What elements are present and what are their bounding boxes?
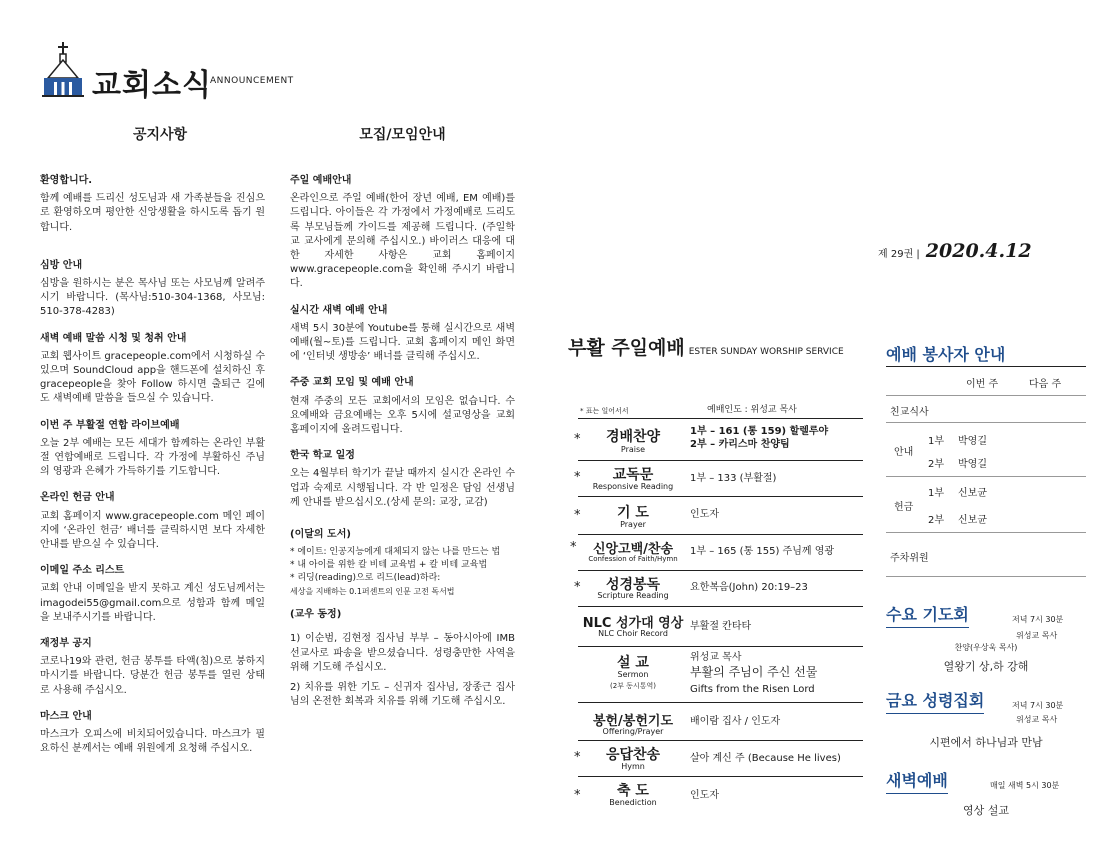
- notice-body: 마스크가 오피스에 비치되어있습니다. 마스크가 필요하신 분께서는 예배 위원에게 요청해 주십시오.: [40, 729, 265, 755]
- service-item-ko: 신앙고백/찬송: [592, 542, 674, 557]
- service-part: 1부: [928, 488, 945, 499]
- service-part: 1부: [928, 436, 945, 447]
- row-divider: [578, 646, 863, 647]
- row-divider: [578, 418, 863, 419]
- service-item-desc: 인도자: [690, 790, 719, 801]
- service-title-en: ESTER SUNDAY WORSHIP SERVICE: [688, 347, 844, 357]
- service-item-ko: 설 교: [617, 655, 649, 671]
- service-item-desc: 1부 – 133 (부활절): [690, 473, 777, 484]
- service-part: 2부: [928, 515, 945, 526]
- service-title: [568, 333, 844, 360]
- event-title: 실시간 새벽 예배 안내: [290, 304, 388, 316]
- church-icon: [40, 40, 86, 100]
- wed-topic: 열왕기 상,하 강해: [943, 660, 1029, 673]
- notice-title: 온라인 헌금 안내: [40, 492, 115, 504]
- service-item-desc: 살아 계신 주 (Because He lives): [690, 753, 841, 764]
- dawn-title: 새벽예배: [886, 768, 948, 794]
- service-item-desc: 배이람 집사 / 인도자: [690, 716, 781, 727]
- events-column: [290, 174, 515, 709]
- row-divider: [578, 570, 863, 571]
- dawn-time: 매일 새벽 5시 30분: [990, 781, 1060, 790]
- stand-mark: *: [574, 432, 581, 447]
- service-row: [568, 646, 863, 702]
- notice-body: 교회 웹사이트 gracepeople.com에서 시청하실 수 있으며 SoundCloud app을 핸드폰에 설치하신 후 gracepeople을 찾아 Follow 하시면 출퇴근 길에도 새벽예배 말씀을 들으실 수 있습니다.: [40, 350, 265, 405]
- news-title: (교우 동정): [290, 609, 342, 621]
- row-divider: [578, 606, 863, 607]
- volunteers-header-row: [886, 366, 1086, 396]
- event-body: 오는 4월부터 학기가 끝날 때까지 실시간 온라인 수업과 숙제로 시행됩니다. 각 반 일정은 담임 선생님께 안내를 받으십시오.(상세 문의: 교장, 교감): [290, 468, 515, 508]
- stand-mark: *: [574, 508, 581, 523]
- volunteer-row: [886, 394, 1086, 423]
- row-divider: [578, 534, 863, 535]
- event-title: 주중 교회 모임 및 예배 안내: [290, 377, 414, 389]
- service-item-desc: 요한복음(John) 20:19–23: [690, 582, 808, 593]
- service-part: 2부: [928, 459, 945, 470]
- notice-title: 새벽 예배 말씀 시청 및 청취 안내: [40, 332, 187, 344]
- row-divider: [578, 776, 863, 777]
- event-body: 현재 주중의 모든 교회에서의 모임은 없습니다. 수요예배와 금요예배는 오후 5시에 설교영상을 교회 홈페이지에 올려드립니다.: [290, 395, 515, 436]
- service-item-en: Offering/Prayer: [602, 727, 664, 736]
- fri-time: 저녁 7시 30분: [1012, 701, 1064, 710]
- fri-speaker: 위성교 목사: [1016, 715, 1058, 724]
- service-item-en: Scripture Reading: [597, 591, 669, 600]
- stand-mark: *: [574, 788, 581, 803]
- service-item-ko: 성경봉독: [605, 577, 661, 593]
- volunteer-row: [886, 476, 1086, 533]
- notice-title: 심방 안내: [40, 259, 83, 271]
- volunteer-name: 박영길: [958, 436, 987, 447]
- volunteers-table: [886, 366, 1086, 576]
- page-title: 교회소식: [92, 68, 212, 103]
- service-item-en: Hymn: [621, 762, 645, 771]
- service-item-en: NLC Choir Record: [598, 629, 668, 638]
- notices-column: [40, 174, 265, 757]
- volunteer-name: 신보균: [958, 488, 987, 499]
- role-label: 헌금: [894, 502, 914, 513]
- col-next-week: 다음 주: [1029, 379, 1062, 390]
- page-header: [40, 40, 360, 103]
- news-item: 2) 치유를 위한 기도 – 신귀자 집사님, 장종근 집사님의 온전한 회복과 치유를 위해 기도해 주십시오.: [290, 682, 515, 708]
- service-item-note: (2부 동시통역): [610, 682, 656, 690]
- service-title-ko: 부활 주일예배: [568, 337, 685, 359]
- wed-speaker: 위성교 목사: [1016, 631, 1058, 640]
- news-item: 1) 이순범, 김현정 집사님 부부 – 동아시아에 IMB 선교사로 파송을 받으셨습니다. 성령충만한 사역을 위해 기도해 주십시오.: [290, 633, 515, 673]
- stand-mark: *: [570, 540, 577, 555]
- notice-body: 심방을 원하시는 분은 목사님 또는 사모님께 알려주시기 바랍니다. (목사님:510-304-1368, 사모님: 510-378-4283): [40, 278, 265, 318]
- stand-note: * 표는 일어서서: [580, 407, 629, 415]
- book-item: * 에이트: 인공지능에게 대체되지 않는 나를 만드는 법: [290, 547, 501, 558]
- books-title: (이달의 도서): [290, 529, 351, 541]
- col-this-week: 이번 주: [966, 379, 999, 390]
- event-body: 온라인으로 주일 예배(한어 장년 예배, EM 예배)를 드립니다. 아이들은 각 가정에서 가정예배로 드리도록 부모님들께 가이드를 제공해 드립니다. (주일학교 교사에게 문의해 주십시오.) 바이러스 대응에 대한 자세한 사항은 교회 홈페이지 www.gracepeople.com을 확인해 주시기 바랍니다.: [290, 193, 515, 290]
- fri-section: [886, 688, 1086, 749]
- service-item-desc: 1부 – 161 (통 159) 할렐루야: [690, 426, 829, 437]
- service-row: [568, 534, 863, 570]
- service-item-desc: 위성교 목사: [690, 652, 742, 663]
- notices-heading: 공지사항: [132, 127, 188, 143]
- page-subtitle: ANNOUNCEMENT: [210, 76, 294, 86]
- role-label: 친교식사: [890, 407, 929, 418]
- notice-title: 재정부 공지: [40, 638, 92, 650]
- service-item-ko: 경배찬양: [605, 429, 661, 445]
- events-heading: 모집/모임안내: [359, 127, 446, 143]
- service-row: [568, 570, 863, 606]
- service-row: [568, 776, 863, 812]
- service-row: [568, 702, 863, 740]
- notice-body: 교회 안내 이메일을 받지 못하고 계신 성도님께서는 imagodei55@gmail.com으로 성함과 함께 메일을 보내주시기를 바랍니다.: [40, 583, 265, 623]
- stand-mark: *: [574, 580, 581, 595]
- wed-time: 저녁 7시 30분: [1012, 615, 1064, 624]
- service-row: [568, 606, 863, 646]
- wed-section: [886, 602, 1086, 673]
- dawn-topic: 영상 설교: [962, 804, 1009, 817]
- book-item: * 내 아이를 위한 칼 비테 교육법 + 칼 비테 교육법: [290, 560, 488, 571]
- service-item-ko: 축 도: [617, 783, 649, 799]
- row-divider: [578, 460, 863, 461]
- notice-body: 함께 예배를 드리신 성도님과 새 가족분들을 진심으로 환영하오며 평안한 신앙생활을 하시도록 돕기 원합니다.: [40, 193, 265, 233]
- event-title: 주일 예배안내: [290, 175, 352, 186]
- service-item-en: Confession of Faith/Hymn: [588, 555, 678, 563]
- service-item-desc: 부활절 칸타타: [690, 621, 752, 632]
- notice-title: 환영합니다.: [40, 175, 93, 186]
- service-item-desc: Gifts from the Risen Lord: [690, 684, 815, 695]
- notice-body: 교회 홈페이지 www.gracepeople.com 메인 페이지에 ‘온라인 헌금’ 배너를 클릭하시면 보다 자세한 안내를 받으실 수 있습니다.: [40, 510, 265, 551]
- notice-body: 오늘 2부 예배는 모든 세대가 함께하는 온라인 부활절 연합예배로 드립니다. 각 가정에 부활하신 주님의 영광과 은혜가 가득하기를 기도합니다.: [40, 437, 265, 478]
- service-item-ko: NLC 성가대 영상: [582, 616, 684, 631]
- service-item-ko: 응답찬송: [605, 747, 661, 763]
- stand-mark: *: [574, 470, 581, 485]
- fri-title: 금요 성령집회: [886, 688, 984, 714]
- service-row: [568, 418, 863, 460]
- service-item-ko: 기 도: [617, 505, 649, 521]
- service-row: [568, 460, 863, 496]
- stand-mark: *: [574, 750, 581, 765]
- service-row: [568, 496, 863, 534]
- row-divider: [578, 496, 863, 497]
- service-row: [568, 740, 863, 776]
- wed-hymn: 찬양(우상욱 목사): [954, 643, 1018, 652]
- service-item-desc: 부활의 주님이 주신 선물: [690, 665, 818, 679]
- service-item-desc: 2부 – 카리스마 찬양팀: [690, 439, 790, 450]
- service-leader: 예배인도 : 위성교 목사: [707, 405, 797, 415]
- event-title: 한국 학교 일정: [290, 450, 355, 462]
- book-item: 세상을 지배하는 0.1퍼센트의 인문 고전 독서법: [290, 587, 455, 597]
- book-item: * 리딩(reading)으로 리드(lead)하라:: [290, 573, 441, 584]
- service-item-en: Benediction: [609, 798, 657, 807]
- event-body: 새벽 5시 30분에 Youtube를 통해 실시간으로 새벽 예배(월~토)를 드립니다. 교회 홈페이지 메인 화면에 ‘인터넷 생방송’ 배너를 클릭해 주십시오.: [290, 322, 515, 363]
- volunteer-row: [886, 532, 1086, 577]
- service-item-desc: 인도자: [690, 509, 719, 520]
- service-item-en: Prayer: [620, 520, 646, 529]
- service-item-en: Praise: [620, 445, 646, 454]
- dawn-section: [886, 768, 1086, 817]
- role-label: 주차위원: [890, 553, 929, 564]
- volunteers-title: 예배 봉사자 안내: [886, 345, 1006, 364]
- notice-title: 마스크 안내: [40, 710, 92, 722]
- role-label: 안내: [894, 447, 914, 458]
- row-divider: [578, 740, 863, 741]
- wed-title: 수요 기도회: [886, 602, 969, 628]
- fri-topic: 시편에서 하나님과 만남: [929, 736, 1043, 749]
- service-item-desc: 1부 – 165 (통 155) 주님께 영광: [690, 546, 835, 557]
- row-divider: [578, 702, 863, 703]
- service-item-en: Sermon: [617, 670, 649, 679]
- service-item-ko: 봉헌/봉헌기도: [592, 714, 674, 729]
- volunteer-name: 신보균: [958, 515, 987, 526]
- issue-label: 제 29권 |: [878, 249, 920, 260]
- service-item-en: Responsive Reading: [592, 482, 674, 491]
- notice-title: 이번 주 부활절 연합 라이브예배: [40, 419, 180, 431]
- notice-body: 코로나19와 관련, 헌금 봉투를 타액(침)으로 붕하지 마시기를 바랍니다. 당분간 헌금 봉투를 열린 상태로 사용해 주십시오.: [40, 656, 265, 696]
- volunteer-name: 박영길: [958, 459, 987, 470]
- issue-info: [878, 240, 1032, 262]
- service-item-ko: 교독문: [612, 467, 654, 483]
- issue-date: 2020.4.12: [925, 240, 1032, 262]
- notice-title: 이메일 주소 리스트: [40, 565, 125, 577]
- volunteer-row: [886, 422, 1086, 477]
